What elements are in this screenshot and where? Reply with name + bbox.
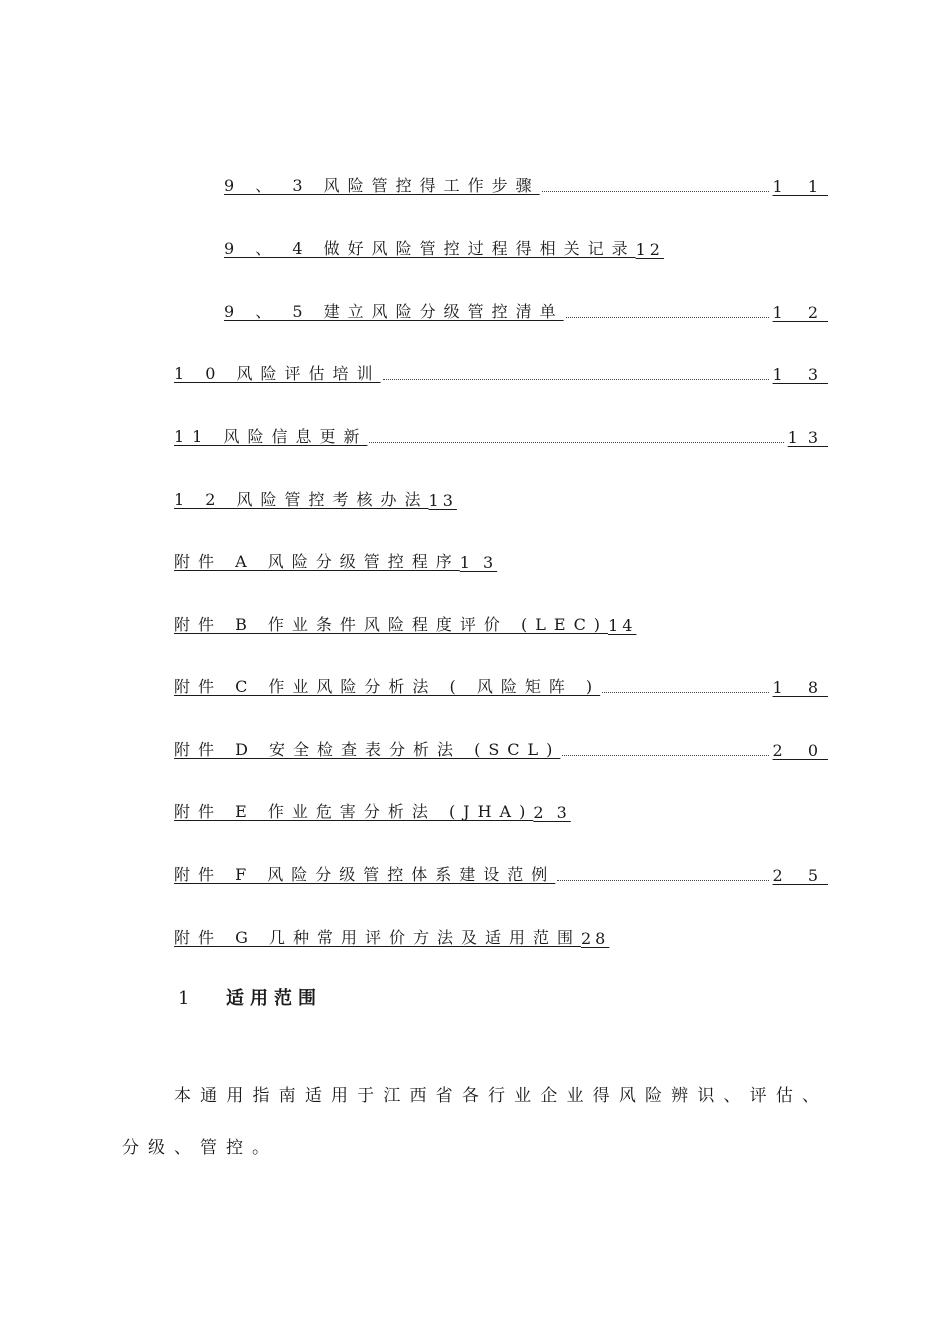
toc-entry-title: 附件 C 作业风险分析法 ( 风险矩阵 )	[174, 677, 601, 696]
toc-page-number: 28	[580, 929, 610, 948]
toc-entry	[174, 423, 828, 447]
toc-entry-title: 9 、 4 做好风险管控过程得相关记录	[224, 239, 636, 258]
toc-entry	[174, 736, 828, 760]
toc-entry	[174, 861, 828, 885]
toc-link[interactable]	[174, 737, 828, 760]
toc-entry	[224, 298, 828, 322]
toc-entry-title: 附件 F 风险分级管控体系建设范例	[174, 865, 556, 884]
toc-page-number: 14	[608, 616, 637, 635]
toc-link[interactable]	[174, 612, 636, 635]
toc-entry-title: 附件 G 几种常用评价方法及适用范围	[174, 928, 581, 947]
toc-entry-title: 11 风险信息更新	[174, 427, 368, 446]
toc-link[interactable]	[174, 487, 457, 510]
toc-link[interactable]	[224, 173, 828, 196]
toc-link[interactable]	[174, 424, 828, 447]
toc-page-number: 12	[635, 240, 664, 259]
toc-dot-leader	[566, 316, 769, 318]
toc-entry	[174, 798, 828, 822]
toc-entry-title: 9 、 3 风险管控得工作步骤	[224, 176, 540, 195]
toc-entry-title: 附件 E 作业危害分析法 (JHA)	[174, 802, 534, 821]
toc-link[interactable]	[174, 674, 828, 697]
toc-dot-leader	[369, 441, 783, 443]
toc-link[interactable]	[224, 236, 664, 259]
toc-page-number: 1 3	[772, 365, 828, 384]
toc-page-number: 1 3	[459, 553, 498, 572]
toc-page-number: 2 3	[533, 803, 571, 822]
toc-dot-leader	[557, 879, 768, 881]
toc-dot-leader	[542, 190, 769, 192]
toc-link[interactable]	[174, 799, 571, 822]
toc-entry	[224, 172, 828, 196]
toc-page-number: 2 5	[772, 866, 828, 885]
toc-link[interactable]	[224, 299, 828, 322]
toc-page-number: 13	[787, 428, 828, 447]
toc-page-number: 1 2	[772, 303, 828, 322]
toc-entry	[174, 924, 828, 948]
toc-entry	[174, 486, 828, 510]
toc-entry	[174, 611, 828, 635]
toc-entry	[174, 673, 828, 697]
toc-entry	[174, 548, 828, 572]
toc-entry	[174, 360, 828, 384]
toc-entry-title: 1 0 风险评估培训	[174, 364, 381, 383]
toc-entry	[224, 235, 828, 259]
toc-dot-leader	[383, 378, 769, 380]
toc-page-number: 13	[428, 491, 457, 510]
section-title: 适用范围	[226, 988, 322, 1009]
toc-link[interactable]	[174, 925, 609, 948]
toc-page-number: 1 8	[772, 678, 828, 697]
section-number: 1	[178, 988, 196, 1009]
toc-dot-leader	[562, 754, 768, 756]
toc-entry-title: 附件 A 风险分级管控程序	[174, 552, 460, 571]
toc-dot-leader	[602, 691, 768, 693]
toc-link[interactable]	[174, 549, 497, 572]
toc-entry-title: 9 、 5 建立风险分级管控清单	[224, 302, 564, 321]
toc-link[interactable]	[174, 361, 828, 384]
toc-entry-title: 1 2 风险管控考核办法	[174, 490, 429, 509]
toc-entry-title: 附件 B 作业条件风险程度评价 (LEC)	[174, 615, 609, 634]
section-heading	[178, 984, 322, 1010]
toc-link[interactable]	[174, 862, 828, 885]
toc-page-number: 1 1	[772, 177, 828, 196]
body-paragraph: 本通用指南适用于江西省各行业企业得风险辨识、评估、分级、管控。	[122, 1086, 828, 1158]
toc-entry-title: 附件 D 安全检查表分析法 (SCL)	[174, 740, 561, 759]
toc-page-number: 2 0	[772, 741, 828, 760]
